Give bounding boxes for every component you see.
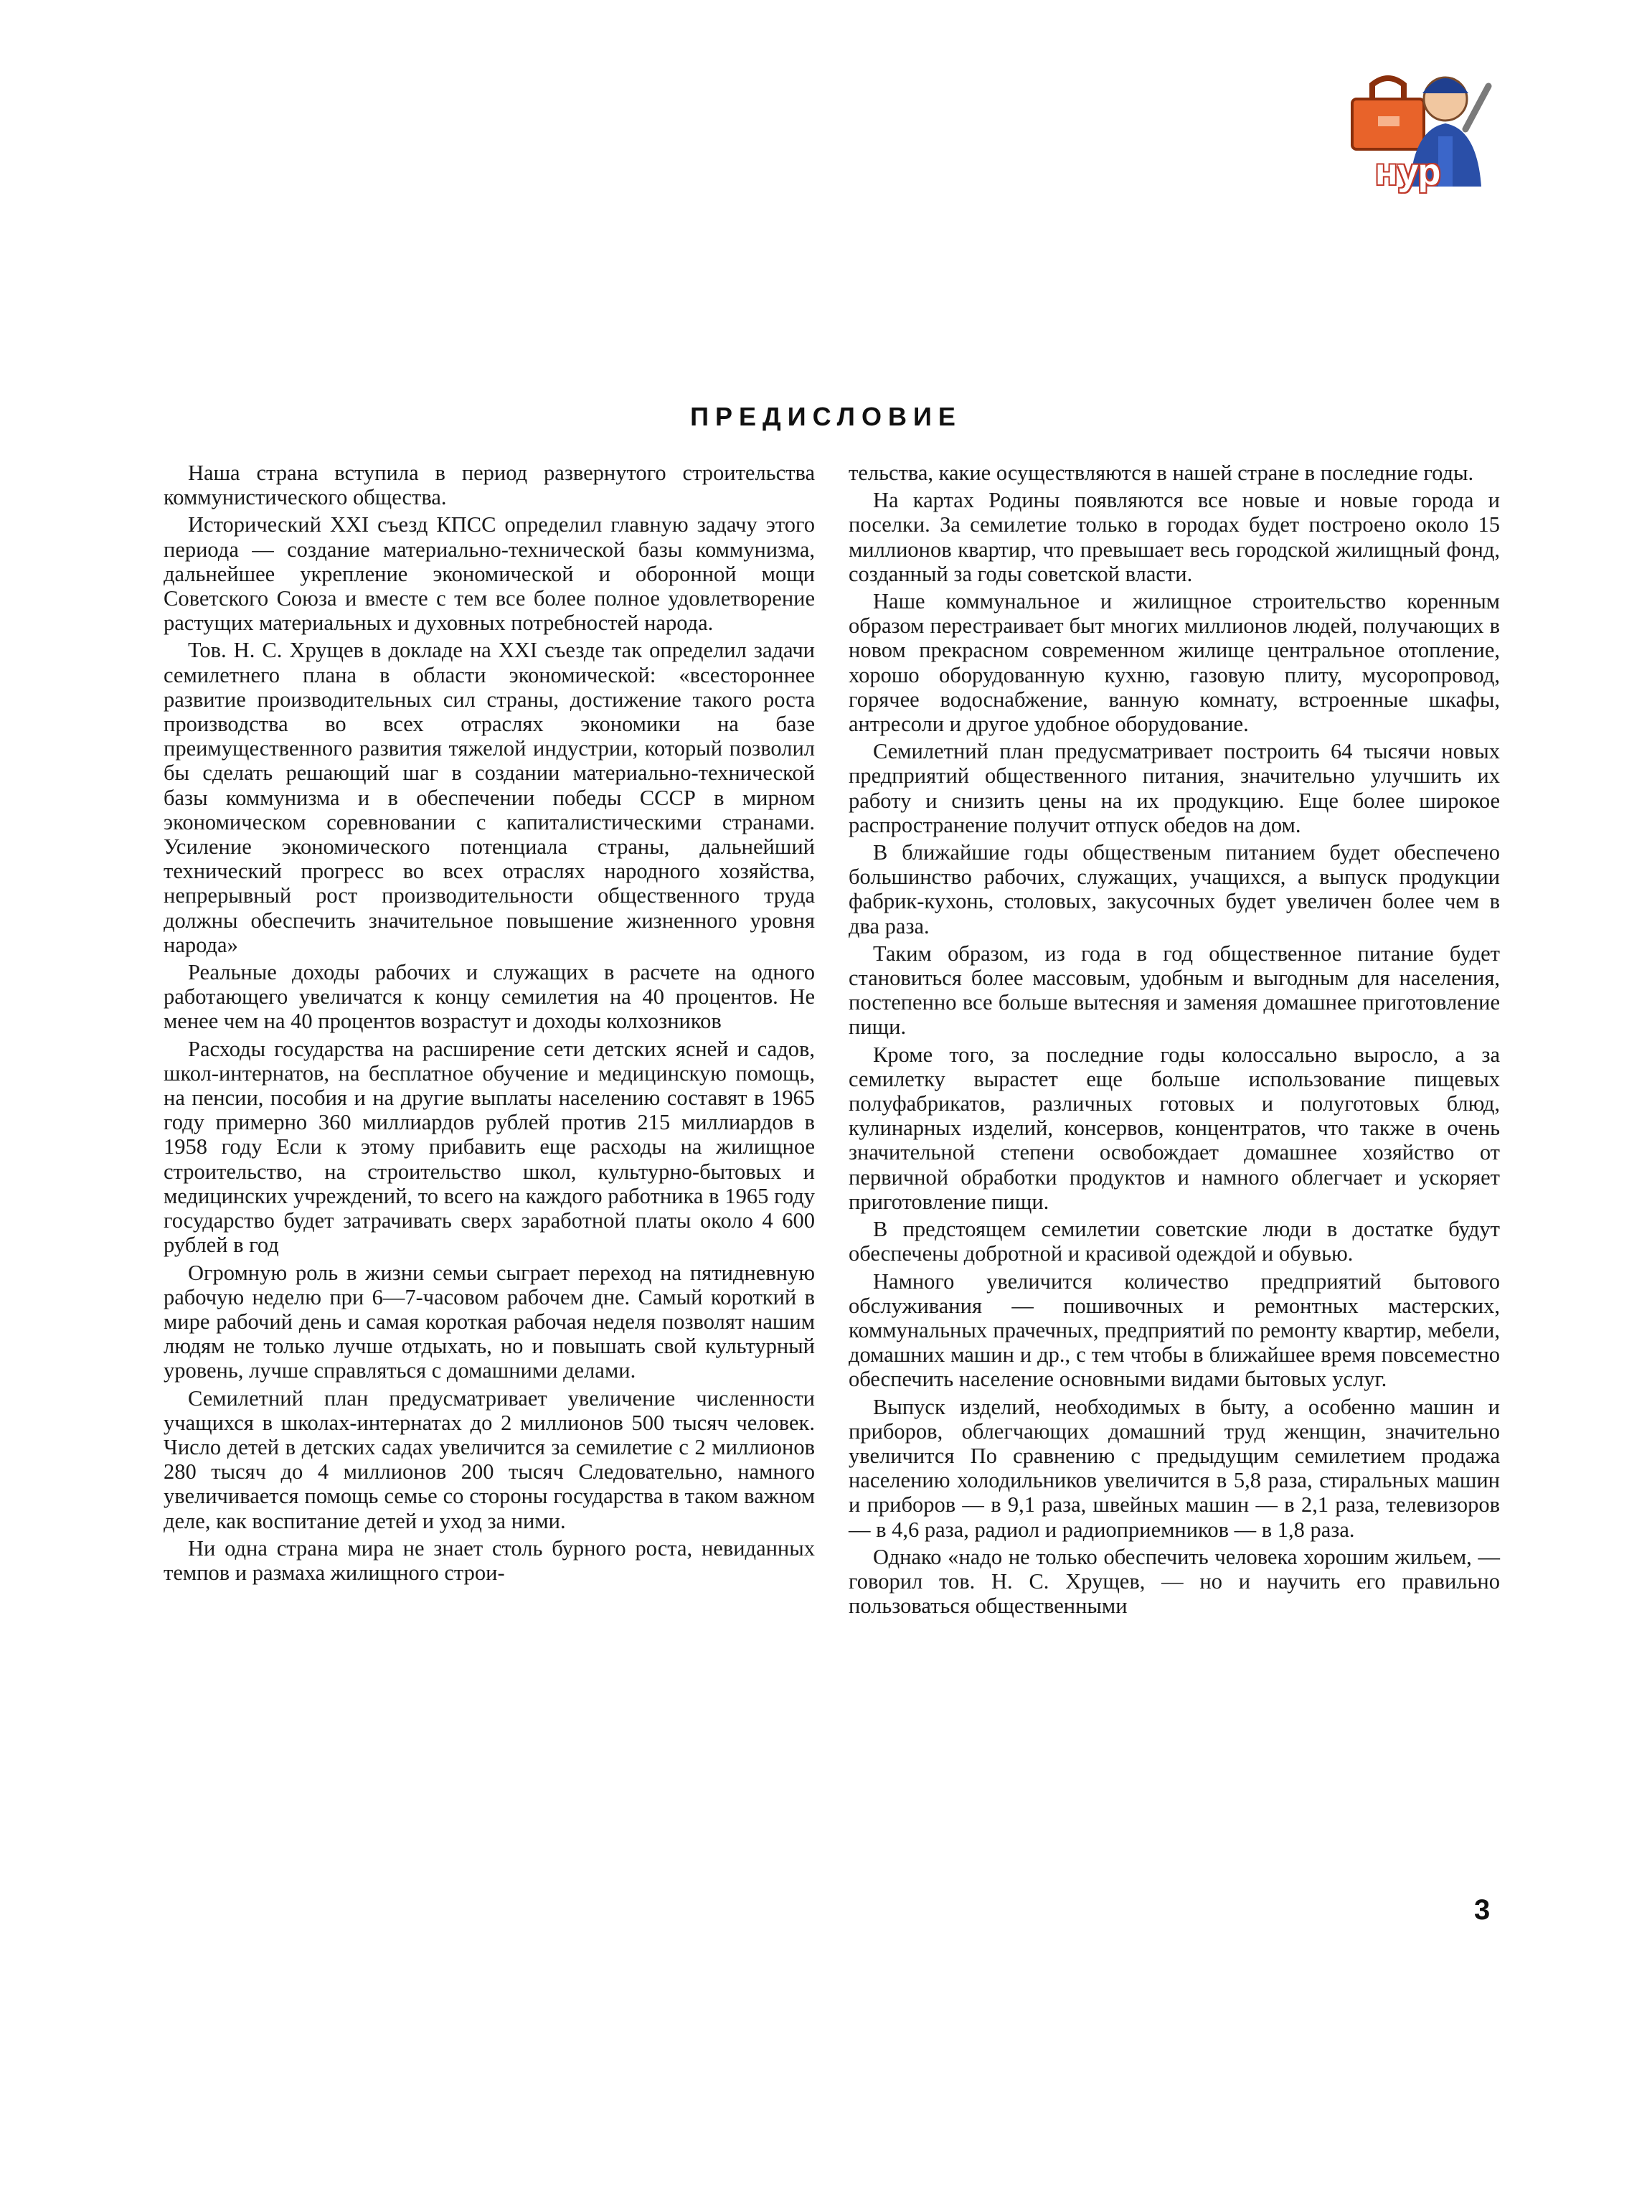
paragraph: Ни одна страна мира не знает столь бурного роста, невиданных темпов и размаха жилищного строи- [164,1535,815,1585]
paragraph: Исторический XXI съезд КПСС определил главную задачу этого периода — создание материально-технической базы коммунизма, дальнейшее укрепление экономической и оборонной мощи Советского Союза и вместе с тем все более полное удовлетворение растущих материальных и духовных потребностей народа. [164,512,815,636]
paragraph: Наша страна вступила в период развернутого строительства коммунистического общества. [164,461,815,510]
page-title: ПРЕДИСЛОВИЕ [690,402,962,431]
paragraph: Выпуск изделий, необходимых в быту, а особенно машин и приборов, облегчающих домашний труд женщин, значительно увеличится По сравнению с предыдущим семилетием продажа населению холодильников увеличится в 5,8 раза, стиральных машин и приборов — в 9,1 раза, швейных машин — в 2,1 раза, телевизоров — в 4,6 раза, радиол и радиоприемников — в 1,8 раза. [849,1394,1500,1542]
paragraph: Семилетний план предусматривает построить 64 тысячи новых предприятий общественного питания, значительно улучшить их работу и снизить цены на их продукцию. Еще более широкое распространение получит отпуск обедов на дом. [849,739,1500,837]
page-number: 3 [1474,1894,1491,1926]
paragraph: Наше коммунальное и жилищное строительство коренным образом перестраивает быт многих миллионов людей, получающих в новом прекрасном современном жилище центральное отопление, хорошо оборудованную кухню, газовую плиту, мусоропровод, горячее водоснабжение, ванную комнату, встроенные шкафы, антресоли и другое удобное оборудование. [849,589,1500,737]
paragraph: Тов. Н. С. Хрущев в докладе на XXI съезде так определил задачи семилетнего плана в области экономической: «всестороннее развитие производительных сил страны, достижение такого роста производства во всех отраслях экономики на базе преимущественного развития тяжелой индустрии, который позволил бы сделать решающий шаг в создании материально-технической базы коммунизма и в обеспечении победы СССР в мирном экономическом соревновании с капиталистическими странами. Усиление экономического потенциала страны, дальнейший технический прогресс во всех отраслях народного хозяйства, непрерывный рост производительности общественного труда должны обеспечить значительное повышение жизненного уровня народа» [164,638,815,957]
paragraph: Расходы государства на расширение сети детских ясней и садов, школ-интернатов, на бесплатное обучение и медицинскую помощь, на пенсии, пособия и на другие выплаты населению составят в 1965 году примерно 360 миллиардов рублей против 215 миллиардов в 1958 году Если к этому прибавить еще расходы на жилищное строительство, на строительство школ, культурно-бытовых и медицинских учреждений, то всего на каждого работника в 1965 году государство будет затрачивать сверх заработной платы около 4 600 рублей в год [164,1036,815,1258]
right-column [849,461,1500,1621]
paragraph: Таким образом, из года в год общественное питание будет становиться более массовым, удобным и выгодным для населения, постепенно все больше вытесняя и заменяя домашнее приготовление пищи. [849,941,1500,1040]
paragraph: На картах Родины появляются все новые и новые города и поселки. За семилетие только в городах будет построено около 15 миллионов квартир, что превышает весь городской жилищный фонд, созданный за годы советской власти. [849,488,1500,586]
paragraph: Намного увеличится количество предприятий бытового обслуживания — пошивочных и ремонтных мастерских, коммунальных прачечных, предприятий по ремонту квартир, мебели, домашних машин и др., с тем чтобы в ближайшее время повсеместно обеспечить население основными видами бытовых услуг. [849,1269,1500,1392]
logo-text: нур [1375,151,1441,193]
paragraph-continuation: тельства, какие осуществляются в нашей стране в последние годы. [849,461,1474,485]
paragraph: Огромную роль в жизни семьи сыграет переход на пятидневную рабочую неделю при 6—7-часовом рабочем дне. Самый короткий в мире рабочий день и самая короткая рабочая неделя позволят нашим людям не только лучше отдыхать, но и повышать свой культурный уровень, лучше справляться с домашними делами. [164,1260,815,1383]
paragraph: В ближайшие годы общественым питанием будет обеспечено большинство рабочих, служащих, учащихся, а выпуск продукции фабрик-кухонь, столовых, закусочных будет увеличен более чем в два раза. [849,840,1500,938]
paragraph: Семилетний план предусматривает увеличение численности учащихся в школах-интернатах до 2 миллионов 500 тысяч человек. Число детей в детских садах увеличится за семилетие с 2 миллионов 280 тысяч до 4 миллионов 200 тысяч Следовательно, намного увеличивается помощь семье со стороны государства в таком важном деле, как воспитание детей и уход за ними. [164,1385,815,1533]
logo [1338,43,1503,204]
paragraph: Реальные доходы рабочих и служащих в расчете на одного работающего увеличатся к концу семилетия на 40 процентов. Не менее чем на 40 процентов возрастут и доходы колхозников [164,960,815,1034]
paragraph: Однако «надо не только обеспечить человека хорошим жильем, — говорил тов. Н. С. Хрущев, — но и научить его правильно пользоваться общественными [849,1544,1500,1619]
left-column [164,461,815,1588]
paragraph: Кроме того, за последние годы колоссально выросло, а за семилетку вырастет еще больше использование пищевых полуфабрикатов, различных готовых и полуготовых блюд, кулинарных изделий, консервов, концентратов, что также в очень значительной степени освобождает домашнее хозяйство от первичной обработки продуктов и намного облегчает и ускоряет приготовление пищи. [849,1042,1500,1214]
paragraph: В предстоящем семилетии советские люди в достатке будут обеспечены добротной и красивой одеждой и обувью. [849,1217,1500,1266]
